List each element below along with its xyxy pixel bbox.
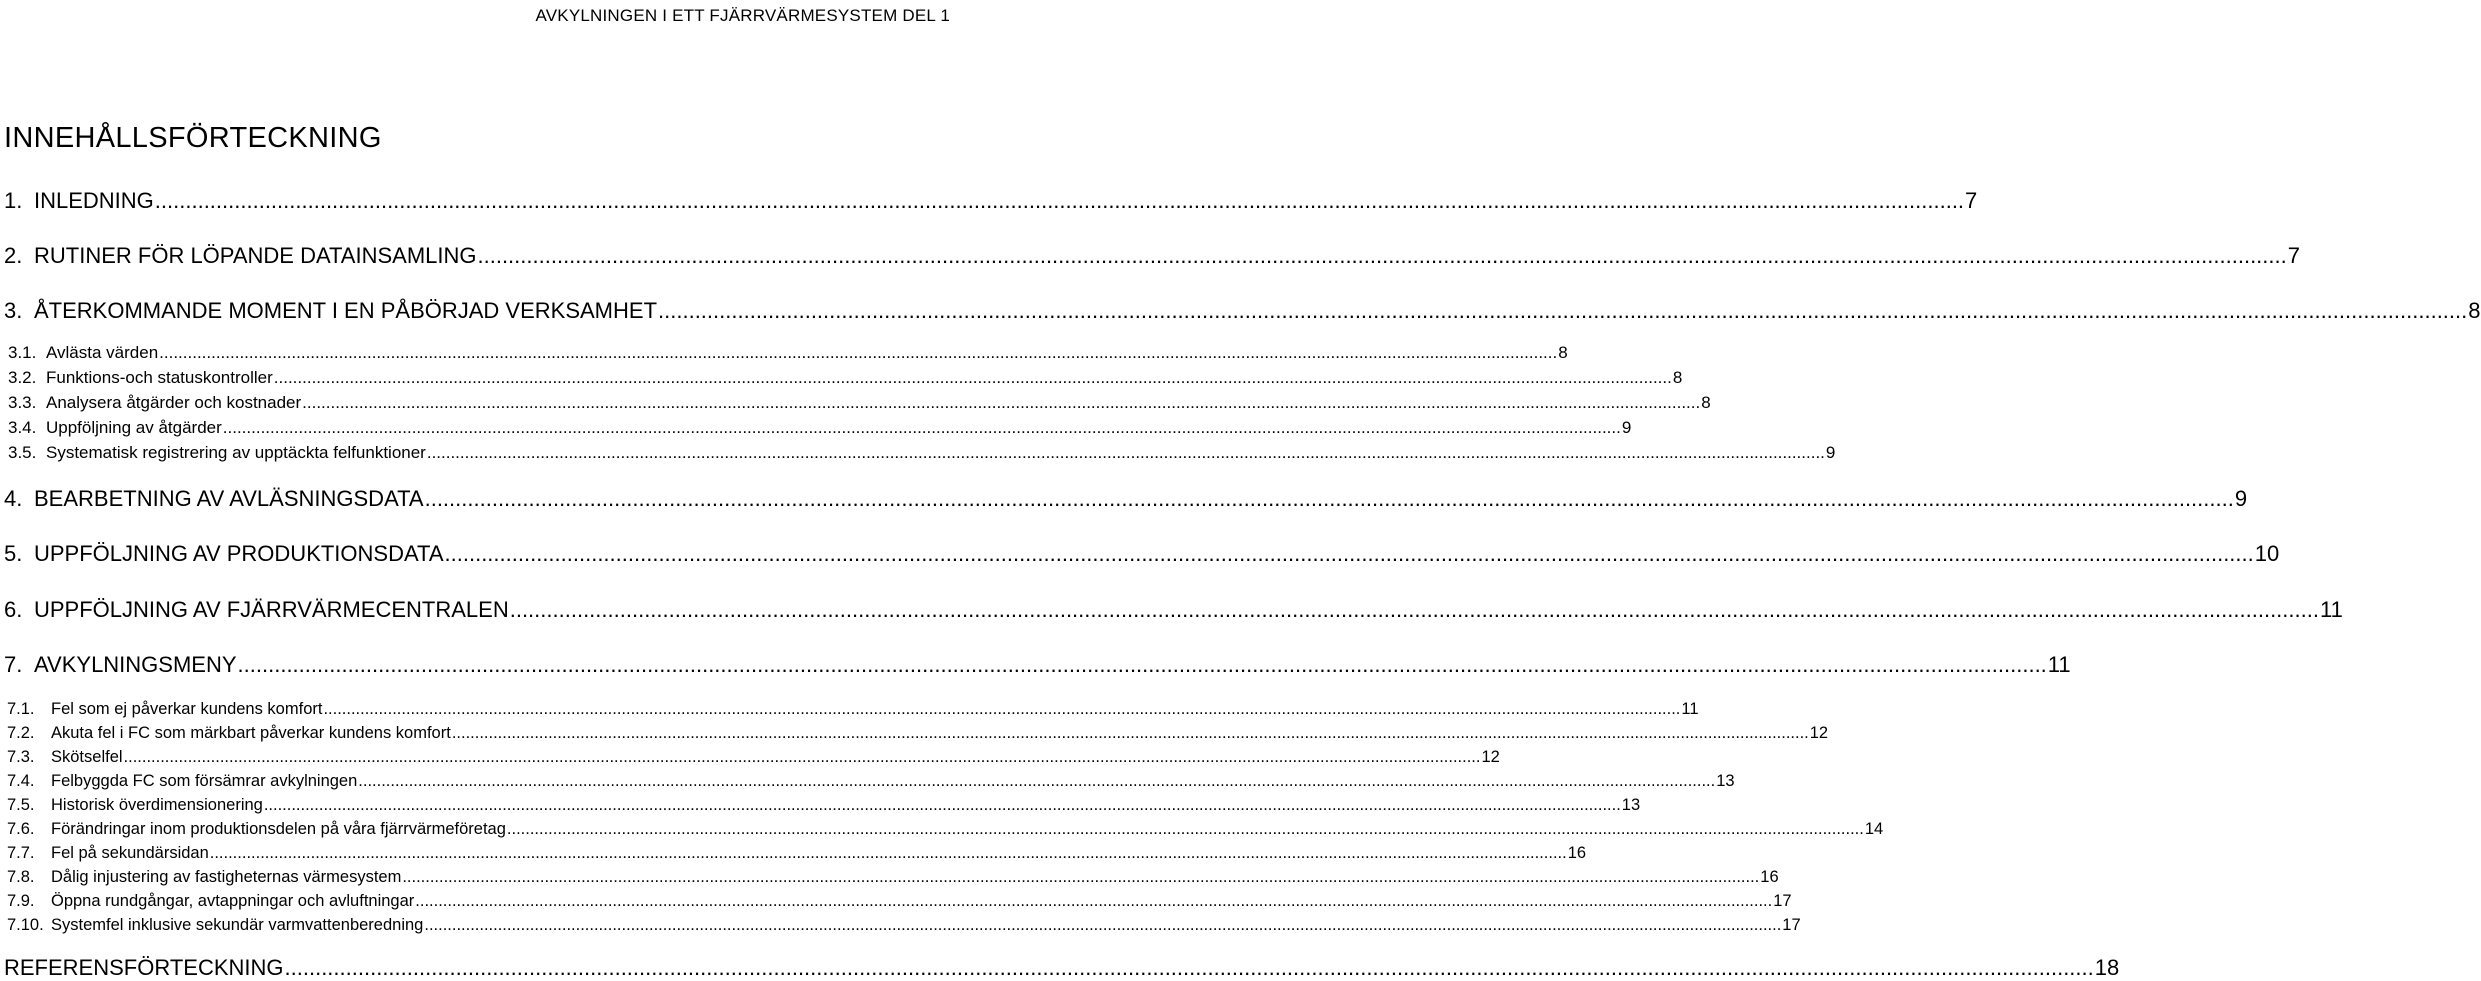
toc-entry-number: 3. [4,298,23,323]
toc-entry-number: 3.5. [8,443,37,462]
toc-entry-7-3[interactable] [7,748,1500,767]
toc-entry-text: Öppna rundgångar, avtappningar och avluftningar [51,892,415,910]
toc-entry-number: 7.4. [7,772,35,790]
toc-leader-dots [427,443,1825,463]
toc-entry-page: 10 [2254,541,2280,566]
toc-entry-number: 6. [4,597,23,622]
toc-entry-1[interactable] [4,188,1978,214]
toc-entry-number: 7.2. [7,724,35,742]
toc-leader-dots [285,955,2094,981]
toc-leader-dots [223,418,1621,438]
toc-entry-text: Dålig injustering av fastigheternas värmesystem [51,868,402,886]
toc-entry-3[interactable] [4,298,2481,324]
toc-entry-text: Fel på sekundärsidan [51,844,209,862]
toc-entry-page: 16 [1760,868,1779,886]
toc-entry-text: Funktions-och statuskontroller [46,368,273,387]
toc-entry-text: Akuta fel i FC som märkbart påverkar kundens komfort [51,724,451,742]
toc-entry-number: 5. [4,541,23,566]
toc-entry-page: 13 [1716,772,1735,790]
toc-entry-number: 7.3. [7,748,35,766]
toc-entry-page: 8 [2468,298,2481,323]
toc-entry-text: UPPFÖLJNING AV PRODUKTIONSDATA [34,541,444,566]
toc-entry-page: 12 [1481,748,1500,766]
toc-leader-dots [415,892,1772,911]
toc-entry-number: 7.10. [7,916,44,934]
toc-entry-text: REFERENSFÖRTECKNING [4,955,284,980]
toc-entry-number: 7.8. [7,868,35,886]
toc-entry-7-9[interactable] [7,892,1792,911]
toc-leader-dots [478,243,2287,269]
toc-entry-page: 8 [1701,393,1711,412]
toc-leader-dots [264,796,1621,815]
toc-entry-text: Förändringar inom produktionsdelen på våra fjärrvärmeföretag [51,820,506,838]
toc-entry-number: 1. [4,188,23,213]
toc-entry-text: INLEDNING [34,188,154,213]
toc-entry-page: 17 [1773,892,1792,910]
toc-leader-dots [238,652,2047,678]
toc-leader-dots [358,772,1715,791]
toc-entry-page: 8 [1558,343,1568,362]
toc-entry-7-6[interactable] [7,820,1884,839]
toc-entry-page: 9 [1621,418,1632,437]
toc-entry-page: 9 [2234,486,2248,511]
toc-entry-text: RUTINER FÖR LÖPANDE DATAINSAMLING [34,243,477,268]
toc-entry-number: 3.3. [8,393,37,412]
toc-entry-number: 3.4. [8,418,37,437]
toc-entry-7-7[interactable] [7,844,1587,863]
toc-entry-page: 11 [1681,700,1699,718]
toc-leader-dots [159,343,1557,363]
toc-leader-dots [302,393,1700,413]
toc-entry-7-4[interactable] [7,772,1735,791]
toc-entry-number: 7.9. [7,892,35,910]
toc-entry-page: 7 [1965,188,1978,213]
toc-entry-5[interactable] [4,541,2280,567]
toc-entry-references[interactable] [4,955,2120,981]
toc-leader-dots [658,298,2467,324]
toc-title: INNEHÅLLSFÖRTECKNING [4,122,382,154]
toc-entry-7-10[interactable] [7,916,1801,935]
toc-entry-number: 7.7. [7,844,35,862]
toc-entry-7-1[interactable] [7,700,1699,719]
toc-entry-3-3[interactable] [8,393,1711,413]
toc-entry-number: 7.6. [7,820,35,838]
toc-leader-dots [274,368,1672,388]
toc-entry-text: Felbyggda FC som försämrar avkylningen [51,772,358,790]
toc-entry-page: 8 [1672,368,1683,387]
toc-entry-2[interactable] [4,243,2300,269]
toc-entry-text: AVKYLNINGSMENY [34,652,237,677]
toc-entry-6[interactable] [4,597,2343,623]
toc-entry-7-2[interactable] [7,724,1829,743]
toc-entry-7-5[interactable] [7,796,1641,815]
toc-entry-page: 11 [2047,652,2071,677]
toc-leader-dots [507,820,1864,839]
toc-leader-dots [402,868,1759,887]
toc-leader-dots [424,916,1781,935]
toc-entry-3-5[interactable] [8,443,1836,463]
running-header: AVKYLNINGEN I ETT FJÄRRVÄRMESYSTEM DEL 1 [535,6,950,25]
toc-entry-text: Avlästa värden [46,343,159,362]
toc-entry-number: 3.2. [8,368,37,387]
toc-entry-page: 9 [1825,443,1836,462]
toc-leader-dots [124,748,1481,767]
toc-entry-page: 16 [1567,844,1587,862]
toc-entry-text: Systematisk registrering av upptäckta felfunktioner [46,443,426,462]
toc-leader-dots [323,700,1680,719]
toc-entry-7-8[interactable] [7,868,1779,887]
toc-entry-3-2[interactable] [8,368,1683,388]
toc-leader-dots [445,541,2254,567]
toc-entry-page: 14 [1864,820,1884,838]
toc-entry-4[interactable] [4,486,2248,512]
toc-leader-dots [155,188,1964,214]
toc-entry-page: 11 [2319,597,2343,622]
toc-entry-text: ÅTERKOMMANDE MOMENT I EN PÅBÖRJAD VERKSAMHET [34,298,658,323]
toc-entry-number: 3.1. [8,343,37,362]
toc-entry-3-1[interactable] [8,343,1568,363]
toc-leader-dots [510,597,2319,623]
toc-entry-3-4[interactable] [8,418,1632,438]
toc-entry-number: 2. [4,243,23,268]
toc-leader-dots [452,724,1809,743]
toc-entry-number: 7.1. [7,700,35,718]
toc-leader-dots [210,844,1567,863]
toc-entry-text: Skötselfel [51,748,123,766]
toc-entry-page: 13 [1621,796,1641,814]
toc-entry-text: Fel som ej påverkar kundens komfort [51,700,323,718]
toc-entry-page: 12 [1809,724,1829,742]
toc-entry-number: 7.5. [7,796,35,814]
toc-entry-text: Systemfel inklusive sekundär varmvattenberedning [51,916,424,934]
toc-entry-page: 7 [2287,243,2300,268]
toc-entry-text: UPPFÖLJNING AV FJÄRRVÄRMECENTRALEN [34,597,509,622]
toc-entry-number: 7. [4,652,23,677]
toc-leader-dots [425,486,2234,512]
toc-entry-page: 17 [1782,916,1801,934]
toc-entry-number: 4. [4,486,23,511]
toc-entry-page: 18 [2094,955,2120,980]
toc-entry-text: Analysera åtgärder och kostnader [46,393,302,412]
toc-entry-text: Historisk överdimensionering [51,796,263,814]
toc-entry-text: Uppföljning av åtgärder [46,418,222,437]
toc-entry-text: BEARBETNING AV AVLÄSNINGSDATA [34,486,424,511]
toc-entry-7[interactable] [4,652,2071,678]
